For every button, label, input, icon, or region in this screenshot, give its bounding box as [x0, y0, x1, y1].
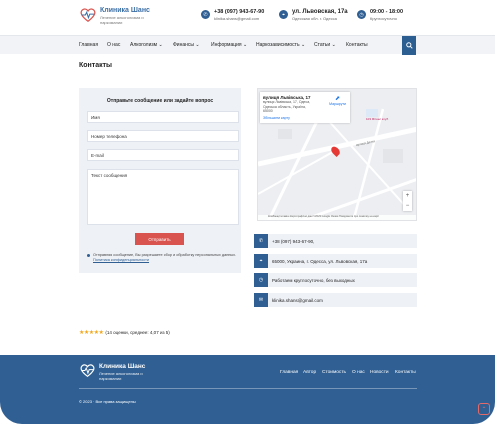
phone-icon: ✆: [254, 234, 268, 248]
site-logo[interactable]: [79, 7, 150, 25]
contact-email-row: [254, 293, 417, 307]
contact-phone-row: [254, 234, 417, 248]
footer-nav-news[interactable]: Новости: [370, 370, 389, 375]
nav-item-alcoholism-label: Алкоголизм: [130, 42, 158, 48]
header-hours: 09:00 - 18:00: [370, 9, 404, 15]
page-rating: [79, 329, 170, 336]
chevron-down-icon: ⌄: [195, 42, 200, 48]
header-phone[interactable]: +38 (097) 943-67-90: [214, 9, 265, 15]
bigger-map-link[interactable]: Збільшити карту: [263, 115, 290, 120]
footer-nav-price[interactable]: Стоимость: [322, 370, 347, 375]
contact-hours-row: [254, 273, 417, 287]
form-title: Отправьте сообщение или задайте вопрос: [106, 98, 214, 104]
site-header: [0, 0, 495, 35]
footer-nav-about[interactable]: О нас: [352, 370, 365, 375]
nav-item-alcoholism[interactable]: [130, 42, 163, 48]
main-nav: [0, 35, 495, 54]
chevron-down-icon: ⌄: [243, 42, 248, 48]
contact-address-row: [254, 254, 417, 268]
chevron-down-icon: ⌄: [158, 42, 163, 48]
message-field[interactable]: Текст сообщения: [87, 169, 239, 225]
search-button[interactable]: [402, 36, 416, 55]
directions-button[interactable]: [329, 95, 346, 106]
nav-item-addiction[interactable]: [256, 42, 305, 48]
rating-text: (14 оценки, среднее: 4,07 из 5): [105, 330, 170, 335]
chevron-up-icon: ⌃: [481, 406, 487, 413]
location-icon: ⌖: [254, 254, 268, 268]
footer-logo-subtitle-1: Лечение алкоголизма и: [99, 371, 143, 376]
scroll-to-top-button[interactable]: [478, 403, 490, 415]
nav-item-home[interactable]: Главная: [79, 42, 99, 48]
footer-nav-author[interactable]: Автор: [303, 370, 317, 375]
header-email[interactable]: klinika.shans@gmail.com: [214, 16, 260, 21]
header-address-block: [279, 9, 348, 22]
map-place-address-1: вулиця Львівська, 17, Одеса,: [263, 100, 311, 104]
name-field[interactable]: Имя: [87, 111, 239, 123]
logo-subtitle-1: Лечение алкоголизма и: [100, 15, 144, 20]
footer-divider: [79, 388, 417, 389]
map-zoom-control[interactable]: [403, 191, 412, 211]
location-icon: ⌖: [279, 10, 288, 19]
nav-item-about[interactable]: О нас: [107, 42, 121, 48]
map-place-title: вулиця Львівська, 17: [263, 95, 311, 100]
directions-icon: ⬈: [335, 96, 341, 102]
consent-radio[interactable]: [87, 254, 90, 257]
mail-icon: ✉: [254, 293, 268, 307]
map-label-street: вулиця Дачна: [355, 139, 376, 147]
map-label-poi: 103 Фітнес клуб: [366, 117, 389, 121]
page-title: Контакты: [79, 62, 113, 69]
map-place-card: [260, 92, 350, 123]
contact-form: [79, 88, 241, 273]
header-address-sub: Одесская обл. г. Одесса: [292, 16, 337, 21]
header-hours-block: [357, 9, 403, 22]
consent-text: [87, 253, 237, 263]
directions-label: Маршрути: [329, 102, 346, 106]
footer-nav-contacts[interactable]: Контакты: [395, 370, 416, 375]
send-button[interactable]: Отправить: [135, 233, 184, 245]
map-place-address-2: Одеська область, Україна,: [263, 104, 306, 109]
map-footer: Комбінації клавіш Картографічні дані ©2023 Google Умови Повідомити про помилку на карті: [258, 215, 417, 220]
nav-item-articles[interactable]: [314, 42, 336, 48]
footer-logo[interactable]: [79, 363, 145, 381]
footer-nav-home[interactable]: Главная: [280, 370, 299, 375]
phone-icon: ✆: [201, 10, 210, 19]
contact-phone[interactable]: +38 (097) 943-67-90,: [272, 238, 315, 244]
footer-logo-subtitle-2: наркомании: [99, 376, 122, 381]
logo-name: Клиника Шанс: [100, 7, 150, 14]
nav-item-finance[interactable]: [173, 42, 200, 48]
footer-logo-name: Клиника Шанс: [99, 363, 146, 370]
nav-item-information-label: Информация: [211, 42, 242, 48]
nav-item-information[interactable]: [211, 42, 247, 48]
map-place-address-3: 65000: [263, 109, 273, 113]
clock-icon: ◷: [357, 10, 366, 19]
google-map[interactable]: [257, 88, 417, 221]
nav-item-articles-label: Статьи: [314, 42, 331, 48]
nav-item-addiction-label: Наркозависимость: [256, 42, 300, 48]
chevron-down-icon: ⌄: [300, 42, 306, 48]
contact-address: 65000, Украина, г. Одесса, ул. Львовская, 17а: [272, 258, 368, 264]
search-icon: [406, 42, 413, 49]
header-hours-sub: Круглосуточно: [370, 16, 397, 21]
clock-icon: ◷: [254, 273, 268, 287]
contact-email[interactable]: klinika.shans@gmail.com: [272, 297, 323, 303]
nav-item-contacts[interactable]: Контакты: [346, 42, 368, 48]
nav-item-finance-label: Финансы: [173, 42, 194, 48]
phone-field[interactable]: Номер телефона: [87, 130, 239, 142]
heart-pulse-icon: [79, 7, 97, 23]
zoom-out-icon[interactable]: −: [405, 203, 410, 209]
email-field[interactable]: E-mail: [87, 149, 239, 161]
site-footer: [0, 355, 495, 424]
header-phone-block: [201, 9, 264, 22]
header-address: ул. Львовская, 17а: [292, 9, 348, 15]
privacy-policy-link[interactable]: Политика конфиденциальности: [93, 258, 150, 262]
heart-pulse-icon: [79, 363, 96, 378]
zoom-in-icon[interactable]: +: [405, 193, 410, 199]
chevron-down-icon: ⌄: [331, 42, 336, 48]
consent-label: Отправляя сообщение, Вы разрешаете сбор и обработку персональных данных.: [93, 253, 237, 257]
footer-copyright: © 2023 · Все права защищены: [79, 399, 136, 404]
logo-subtitle-2: наркомании: [100, 20, 123, 25]
contact-hours: Работаем круглосуточно, без выходных: [272, 277, 355, 283]
rating-stars[interactable]: ★★★★★: [79, 330, 104, 336]
